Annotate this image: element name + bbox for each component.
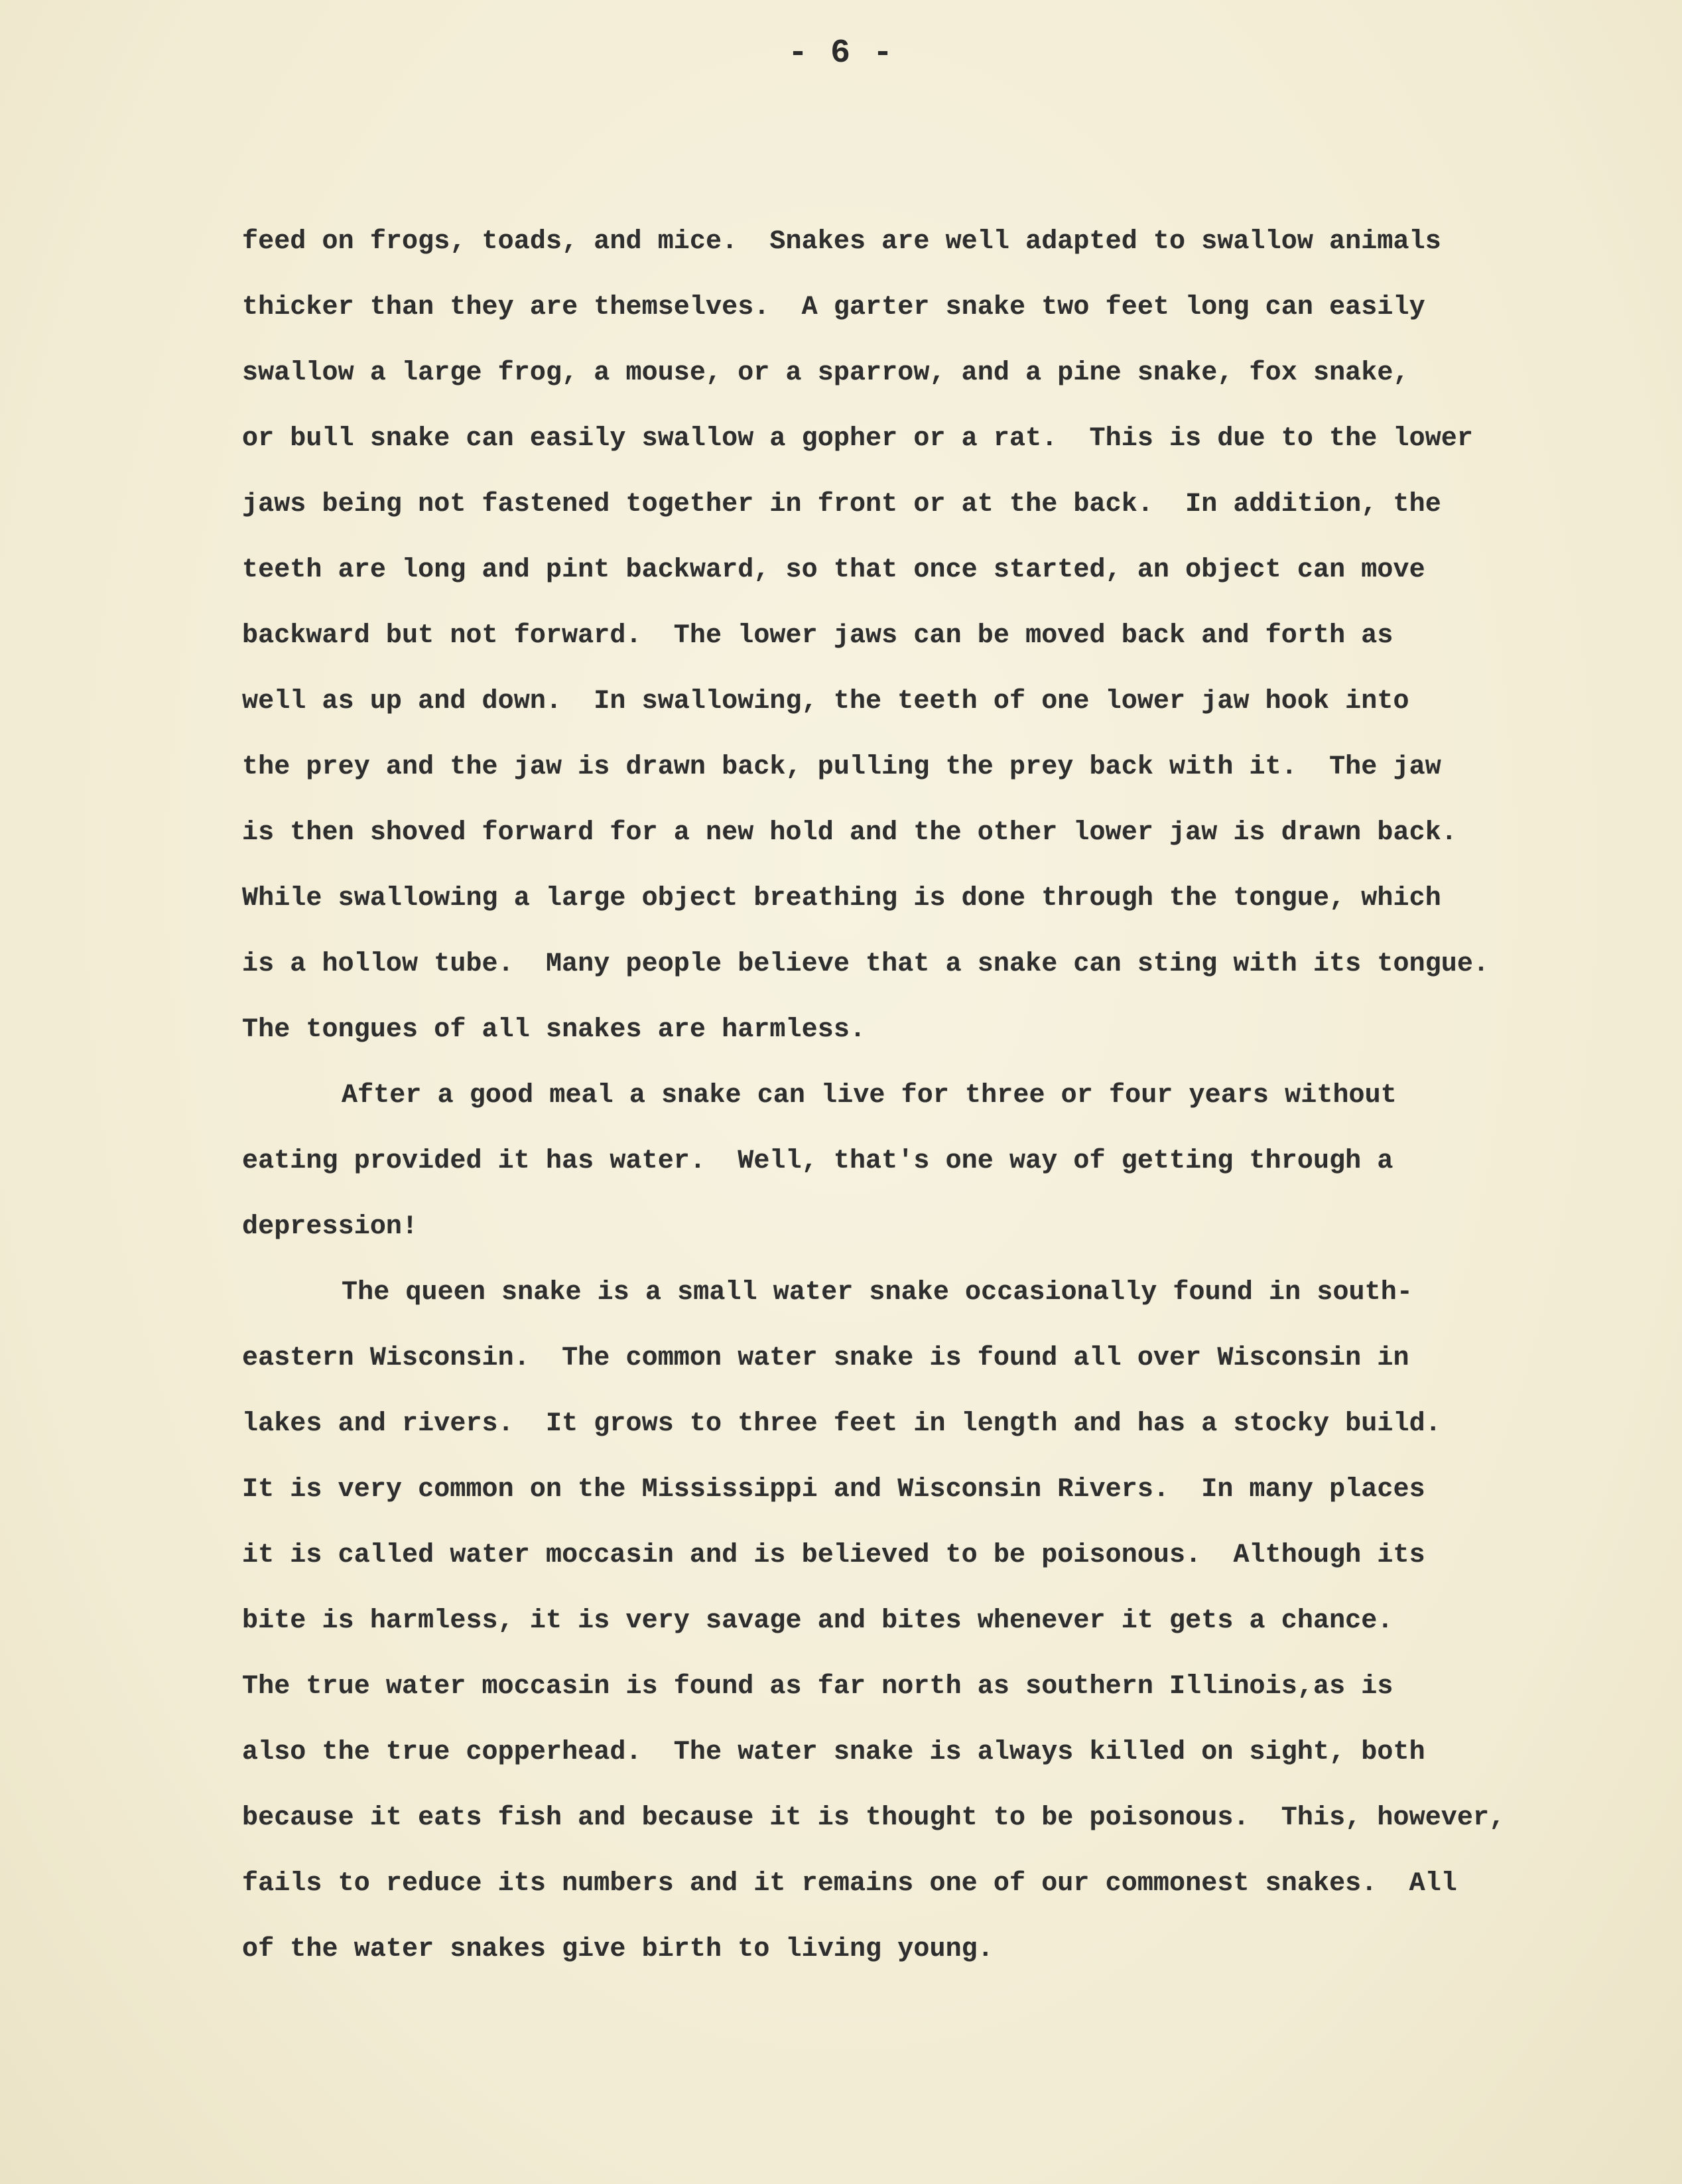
text-line: well as up and down. In swallowing, the teeth of one lower jaw hook into bbox=[242, 687, 1409, 717]
text-line: eating provided it has water. Well, that's one way of getting through a bbox=[242, 1146, 1393, 1176]
text-line: teeth are long and pint backward, so that once started, an object can move bbox=[242, 555, 1425, 585]
text-line: feed on frogs, toads, and mice. Snakes are well adapted to swallow animals bbox=[242, 227, 1441, 257]
text-line: is a hollow tube. Many people believe that a snake can sting with its tongue. bbox=[242, 949, 1490, 979]
text-line: because it eats fish and because it is thought to be poisonous. This, however, bbox=[242, 1803, 1506, 1833]
text-line: or bull snake can easily swallow a gopher or a rat. This is due to the lower bbox=[242, 424, 1474, 454]
text-line: also the true copperhead. The water snake is always killed on sight, both bbox=[242, 1738, 1425, 1767]
text-line: it is called water moccasin and is believed to be poisonous. Although its bbox=[242, 1540, 1425, 1570]
paragraph-first-line: After a good meal a snake can live for three or four years without bbox=[342, 1081, 1397, 1111]
text-line: The tongues of all snakes are harmless. bbox=[242, 1015, 866, 1045]
text-line: backward but not forward. The lower jaws can be moved back and forth as bbox=[242, 621, 1393, 651]
text-line: is then shoved forward for a new hold and the other lower jaw is drawn back. bbox=[242, 818, 1457, 848]
text-line: the prey and the jaw is drawn back, pulling the prey back with it. The jaw bbox=[242, 752, 1441, 782]
text-line: depression! bbox=[242, 1212, 419, 1242]
page-number: - 6 - bbox=[787, 34, 895, 72]
text-line: of the water snakes give birth to living young. bbox=[242, 1935, 994, 1964]
text-line: thicker than they are themselves. A garter snake two feet long can easily bbox=[242, 293, 1425, 322]
text-line: eastern Wisconsin. The common water snake is found all over Wisconsin in bbox=[242, 1343, 1409, 1373]
text-line: The true water moccasin is found as far north as southern Illinois,as is bbox=[242, 1672, 1393, 1702]
text-line: It is very common on the Mississippi and Wisconsin Rivers. In many places bbox=[242, 1475, 1425, 1505]
text-line: bite is harmless, it is very savage and bites whenever it gets a chance. bbox=[242, 1606, 1393, 1636]
text-line: While swallowing a large object breathing is done through the tongue, which bbox=[242, 884, 1441, 914]
text-line: lakes and rivers. It grows to three feet in length and has a stocky build. bbox=[242, 1409, 1441, 1439]
text-line: fails to reduce its numbers and it remains one of our commonest snakes. All bbox=[242, 1869, 1457, 1899]
text-line: jaws being not fastened together in front or at the back. In addition, the bbox=[242, 490, 1441, 519]
paragraph-first-line: The queen snake is a small water snake occasionally found in south- bbox=[342, 1278, 1413, 1308]
body-text bbox=[242, 209, 1569, 1982]
text-line: swallow a large frog, a mouse, or a sparrow, and a pine snake, fox snake, bbox=[242, 358, 1409, 388]
